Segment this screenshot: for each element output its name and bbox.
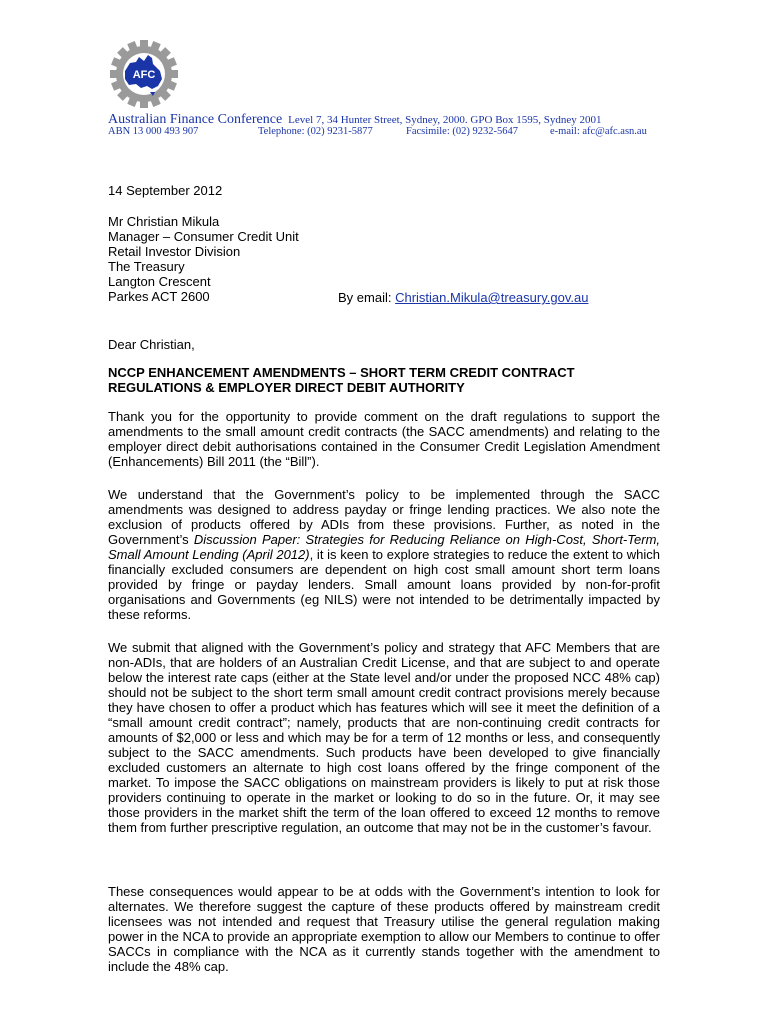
paragraph-2-part-2: , it is keen to explore strategies to reduce the extent to which financially excluded consumers are dependent on high cost small amount short term loans provided by fringe or payday lenders. Small amount loans provided by non-for-profit organisations and Governments (eg NILS) were not intended to be detrimentally impacted by these reforms. (108, 547, 660, 622)
recipient-division: Retail Investor Division (108, 244, 241, 259)
recipient-title: Manager – Consumer Credit Unit (108, 229, 299, 244)
afc-logo (108, 38, 180, 110)
abn: ABN 13 000 493 907 (108, 126, 199, 137)
recipient-department: The Treasury (108, 259, 185, 274)
by-email (338, 290, 588, 305)
facsimile: Facsimile: (02) 9232-5647 (406, 126, 518, 137)
letterhead-email: e-mail: afc@afc.asn.au (550, 126, 647, 137)
organisation-name: Australian Finance Conference (108, 112, 283, 127)
logo-text: AFC (132, 69, 156, 81)
paragraph-1: Thank you for the opportunity to provide comment on the draft regulations to support the amendments to the small amount credit contracts (the SACC amendments) and relating to the employer direct debit authorisations contained in the Consumer Credit Legislation Amendment (Enhancements) Bill 2011 (the “Bill”). (108, 409, 660, 469)
discussion-paper-title: Discussion Paper: Strategies for Reducing Reliance on High-Cost, Short-Term, Small Amount Lending (April 2012) (108, 532, 661, 562)
salutation: Dear Christian, (108, 337, 195, 352)
organisation-address: Level 7, 34 Hunter Street, Sydney, 2000. GPO Box 1595, Sydney 2001 (288, 114, 602, 126)
telephone: Telephone: (02) 9231-5877 (258, 126, 373, 137)
by-email-label: By email: (338, 290, 396, 305)
paragraph-3: We submit that aligned with the Government’s policy and strategy that AFC Members that are non-ADIs, that are holders of an Australian Credit License, and that are subject to and operate below the interest rate caps (either at the State level and/or under the proposed NCC 48% cap) should not be subject to the short term small amount credit contract provisions merely because they have chosen to offer a product which has features which will see it meet the definition of a “small amount credit contract”; namely, products that are non-continuing credit contracts for amounts of $2,000 or less and which may be for a term of 12 months or less, and consequently subject to the SACC amendments. Such products have been developed to give financially excluded customers an alternate to high cost loans offered by the fringe component of the market. To impose the SACC obligations on mainstream providers is likely to put at risk those providers continuing to operate in the market or looking to do so in the future. Or, it may see those providers in the market shift the term of the loan offered to exceed 12 months to remove them from further prescriptive regulation, an outcome that may not be in the customer’s favour. (108, 640, 660, 835)
recipient-street: Langton Crescent (108, 274, 211, 289)
recipient-email-link[interactable]: Christian.Mikula@treasury.gov.au (395, 290, 589, 305)
paragraph-4: These consequences would appear to be at odds with the Government’s intention to look for alternates. We therefore suggest the capture of these products offered by mainstream credit licensees was not intended and request that Treasury utilise the general regulation making power in the NCA to provide an appropriate exemption to allow our Members to continue to offer SACCs in compliance with the NCA as it currently stands together with the amendment to include the 48% cap. (108, 884, 660, 974)
recipient-city: Parkes ACT 2600 (108, 289, 210, 304)
recipient-name: Mr Christian Mikula (108, 214, 220, 229)
letter-heading: NCCP ENHANCEMENT AMENDMENTS – SHORT TERM CREDIT CONTRACT REGULATIONS & EMPLOYER DIRECT DEBIT AUTHORITY (108, 365, 575, 395)
paragraph-2 (108, 487, 660, 622)
letter-date: 14 September 2012 (108, 183, 223, 198)
paragraph-2-part-1: We understand that the Government’s policy to be implemented through the SACC amendments was designed to address payday or fringe lending practices. We also note the exclusion of products offered by ADIs from these provisions. Further, as noted in the Government’s (108, 487, 660, 547)
